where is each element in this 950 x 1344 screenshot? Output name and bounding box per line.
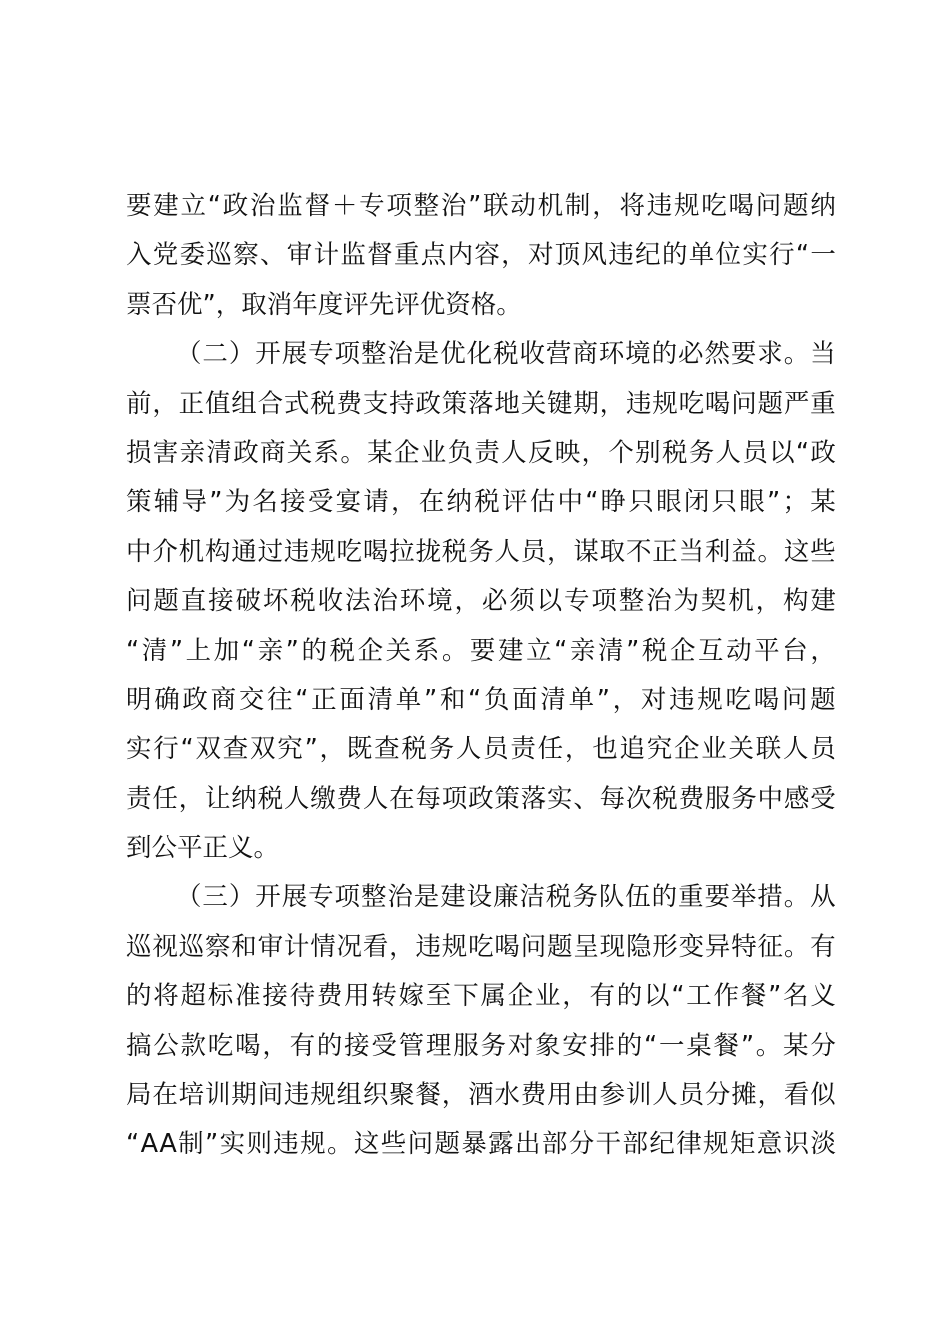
text-line: 入 党 委 巡 察 、 审 计 监 督 重 点 内 容 ， 对 顶 风 违 纪 的 单 位 实 行 “ 一 <box>126 240 836 271</box>
text-line: 问 题 直 接 破 坏 税 收 法 治 环 境 ， 必 须 以 专 项 整 治 为 契 机 ， 构 建 <box>126 586 836 617</box>
text-line: 损 害 亲 清 政 商 关 系 。 某 企 业 负 责 人 反 映 ， 个 别 税 务 人 员 以 “ 政 <box>126 437 836 468</box>
text-line: 局 在 培 训 期 间 违 规 组 织 聚 餐 ， 酒 水 费 用 由 参 训 人 员 分 摊 ， 看 似 <box>126 1080 836 1111</box>
body-text <box>126 182 836 1170</box>
text-line: 搞 公 款 吃 喝 ， 有 的 接 受 管 理 服 务 对 象 安 排 的 “ 一 桌 餐 ” 。 某 分 <box>126 1030 836 1061</box>
text-line: “ 清 ” 上 加 “ 亲 ” 的 税 企 关 系 。 要 建 立 “ 亲 清 ” 税 企 互 动 平 台 ， <box>126 635 836 666</box>
text-line: 策 辅 导 ” 为 名 接 受 宴 请 ， 在 纳 税 评 估 中 “ 睁 只 眼 闭 只 眼 ” ； 某 <box>126 487 836 518</box>
text-line: 中 介 机 构 通 过 违 规 吃 喝 拉 拢 税 务 人 员 ， 谋 取 不 正 当 利 益 。 这 些 <box>126 536 836 567</box>
text-line: （ 二 ） 开 展 专 项 整 治 是 优 化 税 收 营 商 环 境 的 必 然 要 求 。 当 <box>176 339 836 370</box>
text-line: 责 任 ， 让 纳 税 人 缴 费 人 在 每 项 政 策 落 实 、 每 次 税 费 服 务 中 感 受 <box>126 783 836 814</box>
text-line: “ A A 制 ” 实 则 违 规 。 这 些 问 题 暴 露 出 部 分 干 部 纪 律 规 矩 意 识 淡 <box>126 1129 836 1160</box>
text-line: 巡 视 巡 察 和 审 计 情 况 看 ， 违 规 吃 喝 问 题 呈 现 隐 形 变 异 特 征 。 有 <box>126 931 836 962</box>
text-line: 要 建 立 “ 政 治 监 督 ＋ 专 项 整 治 ” 联 动 机 制 ， 将 违 规 吃 喝 问 题 纳 <box>126 191 836 221</box>
text-line: 前 ， 正 值 组 合 式 税 费 支 持 政 策 落 地 关 键 期 ， 违 规 吃 喝 问 题 严 重 <box>126 388 836 419</box>
text-line: 到公平正义。 <box>126 833 280 864</box>
text-line: （ 三 ） 开 展 专 项 整 治 是 建 设 廉 洁 税 务 队 伍 的 重 要 举 措 。 从 <box>176 882 836 913</box>
text-line: 的 将 超 标 准 接 待 费 用 转 嫁 至 下 属 企 业 ， 有 的 以 “ 工 作 餐 ” 名 义 <box>126 981 836 1012</box>
text-line: 明 确 政 商 交 往 “ 正 面 清 单 ” 和 “ 负 面 清 单 ” ， 对 违 规 吃 喝 问 题 <box>126 684 836 715</box>
text-line: 票否优”，取消年度评先评优资格。 <box>126 289 522 320</box>
text-line: 实 行 “ 双 查 双 究 ” ， 既 查 税 务 人 员 责 任 ， 也 追 究 企 业 关 联 人 员 <box>126 734 836 765</box>
